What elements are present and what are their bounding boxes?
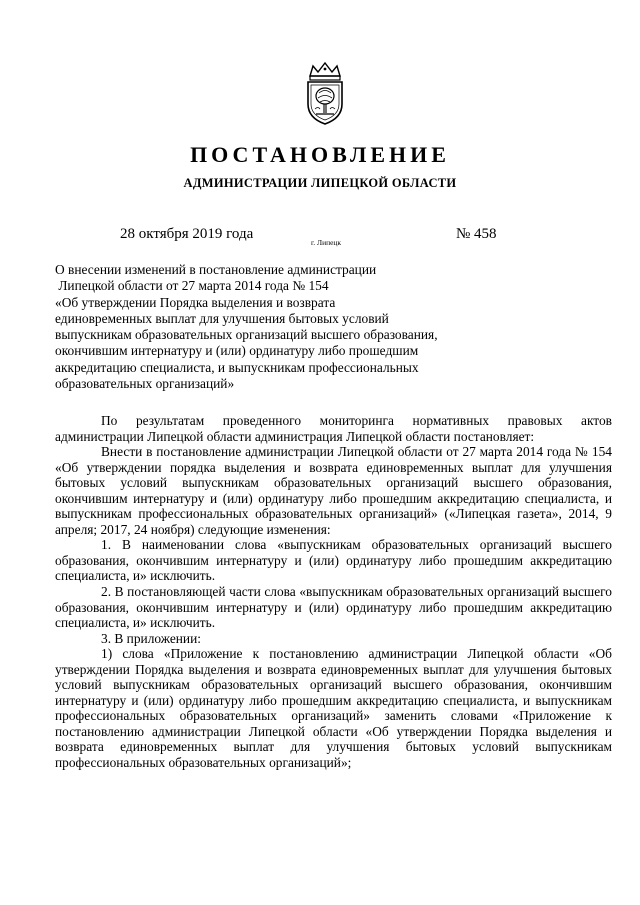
body-paragraph: 1. В наименовании слова «выпускникам образовательных организаций высшего образования, окончившим интернатуру и (или) ординатуру либо прошедшим аккредитацию специалиста, и» исключить. xyxy=(55,537,612,584)
document-subject xyxy=(55,262,575,392)
body-paragraph: 3. В приложении: xyxy=(101,630,201,646)
subject-line: «Об утверждении Порядка выделения и возврата xyxy=(55,294,336,310)
subject-line: выпускникам образовательных организаций высшего образования, xyxy=(55,327,438,343)
subject-line: образовательных организаций» xyxy=(55,376,235,392)
document-city: г. Липецк xyxy=(311,238,342,247)
subject-line: окончившим интернатуру и (или) ординатуру либо прошедшим xyxy=(55,343,419,359)
document-number: № 458 xyxy=(456,226,497,242)
subject-line: Липецкой области от 27 марта 2014 года № 154 xyxy=(55,278,329,294)
body-paragraph: 1) слова «Приложение к постановлению администрации Липецкой области «Об утверждении Порядка выделения и возврата единовременных выплат для улучшения бытовых условий выпускникам образовательных организаций высшего образования, окончившим интернатуру и (или) ординатуру либо прошедшим аккредитацию специалиста, и выпускникам профессиональных образовательных организаций» заменить словами «Приложение к постановлению администрации Липецкой области «Об утверждении Порядка выделения и возврата единовременных выплат для улучшения бытовых условий выпускникам профессиональных образовательных организаций»; xyxy=(55,646,612,771)
document-type-title: ПОСТАНОВЛЕНИЕ xyxy=(190,142,450,167)
document-body xyxy=(55,413,612,771)
coat-of-arms-emblem xyxy=(300,62,350,126)
subject-line: аккредитацию специалиста, и выпускникам профессиональных xyxy=(55,359,419,375)
subject-line: О внесении изменений в постановление администрации xyxy=(55,262,377,277)
body-paragraph: 2. В постановляющей части слова «выпускникам образовательных организаций высшего образования, окончившим интернатуру и (или) ординатуру либо прошедшим аккредитацию специалиста, и» исключить. xyxy=(55,584,612,631)
body-paragraph: По результатам проведенного мониторинга нормативных правовых актов администрации Липецкой области администрация Липецкой области постановляет: xyxy=(55,413,612,444)
issuer-name: АДМИНИСТРАЦИИ ЛИПЕЦКОЙ ОБЛАСТИ xyxy=(183,176,457,190)
document-date: 28 октября 2019 года xyxy=(120,226,254,242)
body-paragraph: Внести в постановление администрации Липецкой области от 27 марта 2014 года № 154 «Об утверждении порядка выделения и возврата единовременных выплат для улучшения бытовых условий выпускникам образовательных организаций высшего образования, окончившим интернатуру и (или) ординатуру либо прошедшим аккредитацию специалиста, и выпускникам профессиональных образовательных организаций» («Липецкая газета», 2014, 9 апреля; 2017, 24 ноября) следующие изменения: xyxy=(55,444,612,537)
subject-line: единовременных выплат для улучшения бытовых условий xyxy=(55,310,389,326)
